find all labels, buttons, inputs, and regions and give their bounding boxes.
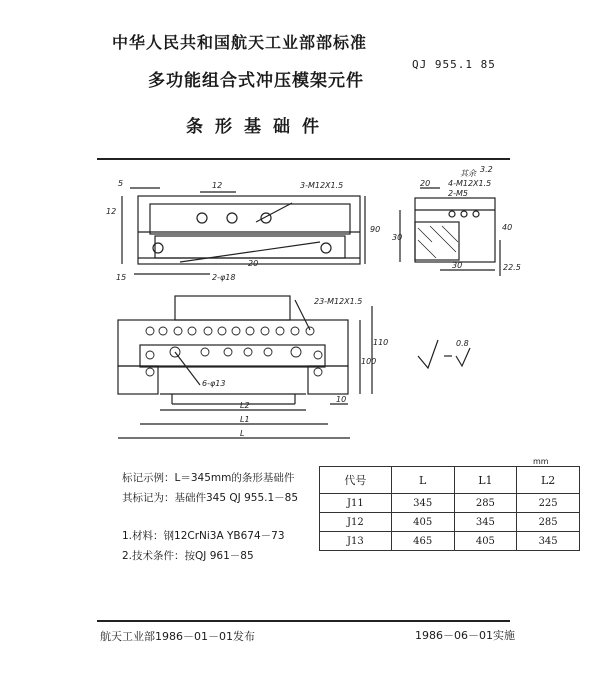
hole-callout: 2-φ18 bbox=[212, 273, 236, 282]
table-row bbox=[320, 513, 580, 532]
material-note: 1.材料：钢12CrNi3A YB674－73 bbox=[122, 530, 285, 542]
dim-label: 20 bbox=[420, 179, 431, 188]
technical-conditions-note: 2.技术条件：按QJ 961－85 bbox=[122, 550, 254, 562]
table-cell: 285 bbox=[454, 494, 517, 513]
dim-label: 30 bbox=[392, 233, 403, 242]
dimension-table bbox=[319, 466, 580, 551]
table-cell: J13 bbox=[320, 532, 392, 551]
dim-label: 5 bbox=[118, 179, 124, 188]
effective-date: 1986－06－01实施 bbox=[415, 629, 515, 642]
hole-callout: 6-φ13 bbox=[202, 379, 226, 388]
thread-callout: 4-M12X1.5 bbox=[448, 179, 492, 188]
dim-label: 22.5 bbox=[503, 263, 521, 272]
standard-code: QJ 955.1 85 bbox=[412, 58, 496, 71]
dim-label: 100 bbox=[361, 357, 377, 366]
dim-label: 90 bbox=[370, 225, 381, 234]
table-row bbox=[320, 532, 580, 551]
roughness-value: 0.8 bbox=[456, 339, 469, 348]
table-cell: 345 bbox=[517, 532, 580, 551]
surface-note: 其余 bbox=[460, 169, 476, 178]
dim-label: L2 bbox=[240, 401, 250, 410]
front-view bbox=[122, 188, 365, 274]
table-cell: J11 bbox=[320, 494, 392, 513]
header-L2: L2 bbox=[517, 467, 580, 494]
standard-body: 中华人民共和国航天工业部部标准 bbox=[112, 33, 368, 52]
thread-callout: 23-M12X1.5 bbox=[314, 297, 363, 306]
table-cell: 345 bbox=[391, 494, 454, 513]
side-view bbox=[400, 188, 500, 276]
document-subtitle: 条形基础件 bbox=[186, 117, 331, 137]
dim-label: L bbox=[240, 429, 245, 438]
dim-label: 30 bbox=[452, 261, 463, 270]
dim-label: 15 bbox=[116, 273, 127, 282]
thread-callout: 3-M12X1.5 bbox=[300, 181, 344, 190]
dim-label: 12 bbox=[212, 181, 223, 190]
marking-example: 标记示例：L＝345mm的条形基础件 bbox=[122, 472, 295, 484]
header-L1: L1 bbox=[454, 467, 517, 494]
dim-label: 110 bbox=[373, 338, 389, 347]
issuer-date: 航天工业部1986－01－01发布 bbox=[100, 630, 255, 643]
surface-value: 3.2 bbox=[480, 165, 493, 174]
header-L: L bbox=[391, 467, 454, 494]
footer-rule bbox=[97, 620, 510, 622]
unit-label: mm bbox=[533, 457, 549, 466]
dim-label: 40 bbox=[502, 223, 513, 232]
dim-label: 20 bbox=[248, 259, 259, 268]
table-cell: 225 bbox=[517, 494, 580, 513]
table-header-row bbox=[320, 467, 580, 494]
table-cell: 405 bbox=[391, 513, 454, 532]
document-title: 多功能组合式冲压模架元件 bbox=[148, 71, 364, 91]
header-code: 代号 bbox=[320, 467, 392, 494]
table-cell: 285 bbox=[517, 513, 580, 532]
table-cell: 465 bbox=[391, 532, 454, 551]
marking-example-code: 其标记为：基础件345 QJ 955.1－85 bbox=[122, 492, 298, 504]
dim-label: 12 bbox=[106, 207, 117, 216]
thread-callout: 2-M5 bbox=[448, 189, 468, 198]
dim-label: L1 bbox=[240, 415, 250, 424]
dim-label: 10 bbox=[336, 395, 347, 404]
table-cell: 345 bbox=[454, 513, 517, 532]
table-row bbox=[320, 494, 580, 513]
table-cell: J12 bbox=[320, 513, 392, 532]
table-cell: 405 bbox=[454, 532, 517, 551]
